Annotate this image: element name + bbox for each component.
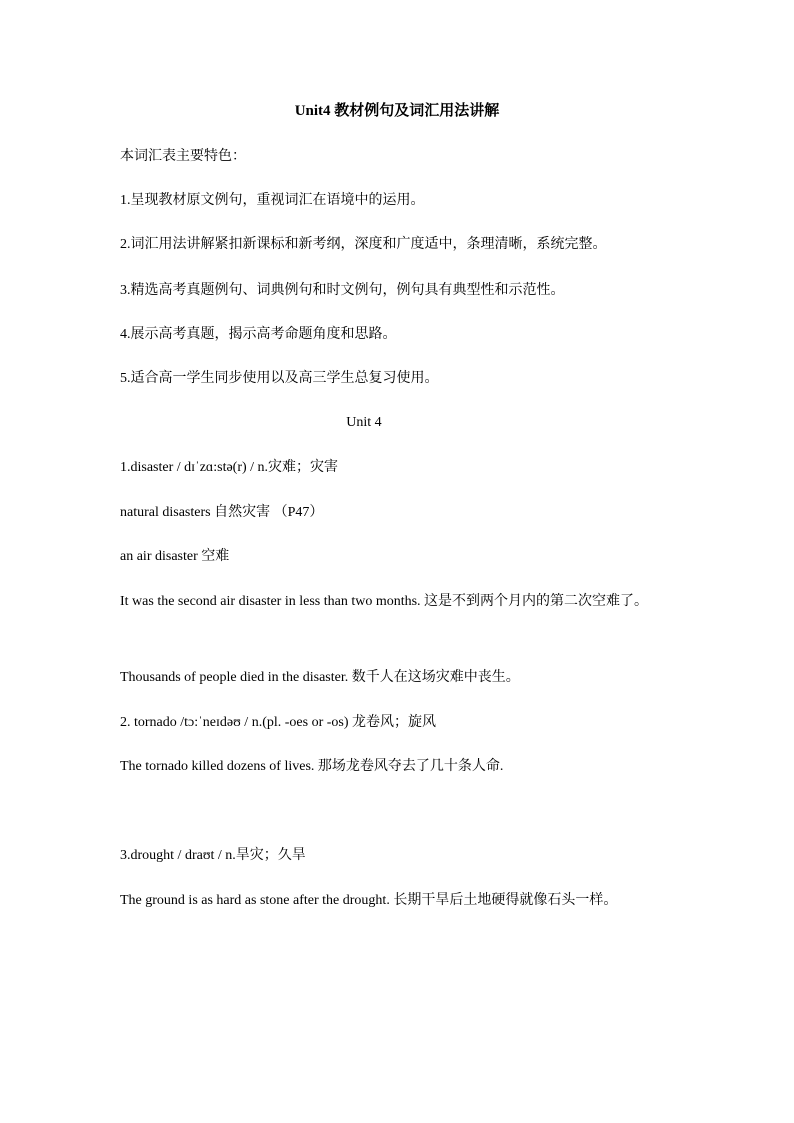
unit-heading: Unit 4 [346,415,382,430]
example-natural-disasters: natural disasters 自然灾害 （P47） [120,505,324,520]
example-thousands-died: Thousands of people died in the disaster. 数千人在这场灾难中丧生。 [120,670,520,685]
entry-headword-disaster: 1.disaster / dɪˈzɑ:stə(r) / n.灾难；灾害 [120,460,339,475]
intro-heading: 本词汇表主要特色： [120,149,246,164]
feature-item-2: 2.词汇用法讲解紧扣新课标和新考纲，深度和广度适中，条理清晰，系统完整。 [120,237,607,252]
example-ground-hard: The ground is as hard as stone after the drought. 长期干旱后土地硬得就像石头一样。 [120,893,618,908]
entry-headword-tornado: 2. tornado /tɔ:ˈneɪdəʊ / n.(pl. -oes or -os) 龙卷风；旋风 [120,715,437,730]
entry-headword-drought: 3.drought / draʊt / n.旱灾；久旱 [120,848,306,863]
example-air-disaster: an air disaster 空难 [120,549,230,564]
example-second-air-disaster: It was the second air disaster in less than two months. 这是不到两个月内的第二次空难了。 [120,594,649,609]
example-tornado-killed: The tornado killed dozens of lives. 那场龙卷风夺去了几十条人命. [120,759,504,774]
document-title: Unit4 教材例句及词汇用法讲解 [294,103,500,119]
feature-item-3: 3.精选高考真题例句、词典例句和时文例句，例句具有典型性和示范性。 [120,283,565,298]
feature-item-4: 4.展示高考真题，揭示高考命题角度和思路。 [120,327,397,342]
feature-item-1: 1.呈现教材原文例句，重视词汇在语境中的运用。 [120,193,425,208]
feature-item-5: 5.适合高一学生同步使用以及高三学生总复习使用。 [120,371,439,386]
